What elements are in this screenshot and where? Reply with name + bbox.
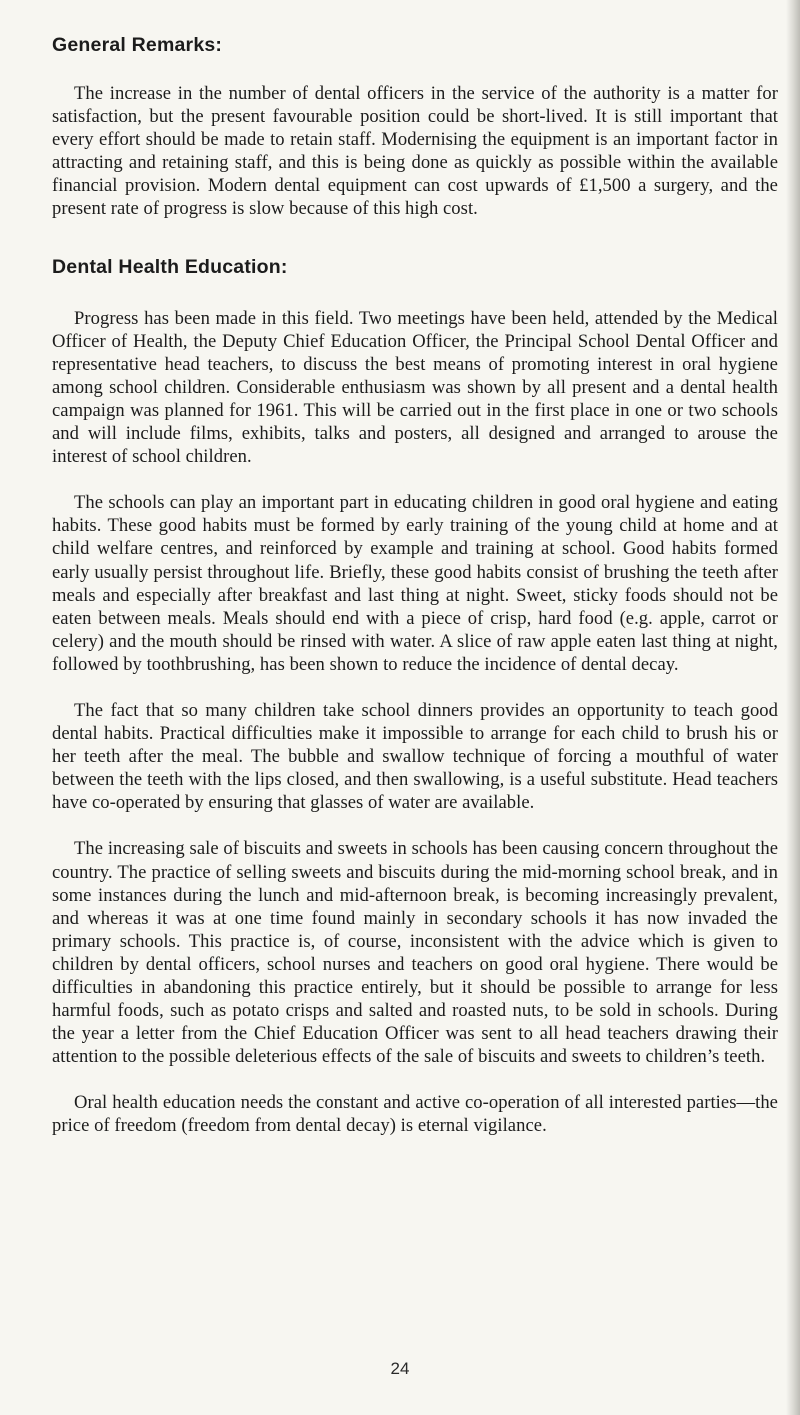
paragraph-schools-role: The schools can play an important part in educating children in good oral hygiene and eating habits. These good habits must be formed by early training of the young child at home and at child welfare centres, and reinforced by example and training at school. Good habits formed early usually persist throughout life. Briefly, these good habits consist of brushing the teeth after meals and especially after breakfast and last thing at night. Sweet, sticky foods should not be eaten between meals. Meals should end with a piece of crisp, hard food (e.g. apple, carrot or celery) and the mouth should be rinsed with water. A slice of raw apple eaten last thing at night, followed by toothbrushing, has been shown to reduce the incidence of dental decay. [52,492,778,675]
section-heading-general-remarks: General Remarks: [52,34,223,56]
paragraph-oral-health: Oral health education needs the constant and active co-operation of all interested parties—the price of freedom (freedom from dental decay) is eternal vigilance. [52,1092,778,1137]
page-number: 24 [390,1359,410,1378]
paragraph-biscuits-sweets: The increasing sale of biscuits and sweets in schools has been causing concern throughout the country. The practice of selling sweets and biscuits during the mid-morning school break, and in some instances during the lunch and mid-afternoon break, is becoming increasingly prevalent, and whereas it was at one time found mainly in secondary schools it has now invaded the primary schools. This practice is, of course, inconsistent with the advice which is given to children by dental officers, school nurses and teachers on good oral hygiene. There would be difficulties in abandoning this practice entirely, but it should be possible to arrange for less harmful foods, such as potato crisps and salted and roasted nuts, to be sold in schools. During the year a letter from the Chief Education Officer was sent to all head teachers drawing their attention to the possible deleterious effects of the sale of biscuits and sweets to children’s teeth. [52,838,778,1068]
section-heading-dental-health-education: Dental Health Education: [52,255,288,278]
page-content [52,30,778,1138]
paragraph-general-remarks: The increase in the number of dental officers in the service of the authority is a matter for satisfaction, but the present favourable position could be short-lived. It is still important that every effort should be made to retain staff. Modernising the equipment is an important factor in attracting and retaining staff, and this is being done as quickly as possible within the available financial provision. Modern dental equipment can cost upwards of £1,500 a surgery, and the present rate of progress is slow because of this high cost. [52,83,778,220]
page-edge-shadow [786,0,800,1415]
paragraph-progress: Progress has been made in this field. Two meetings have been held, attended by the Medical Officer of Health, the Deputy Chief Education Officer, the Principal School Dental Officer and representative head teachers, to discuss the best means of promoting interest in oral hygiene among school children. Considerable enthusiasm was shown by all present and a dental health campaign was planned for 1961. This will be carried out in the first place in one or two schools and will include films, exhibits, talks and posters, all designed and arranged to arouse the interest of school children. [52,307,778,468]
paragraph-school-dinners: The fact that so many children take school dinners provides an opportunity to teach good dental habits. Practical difficulties make it impossible to arrange for each child to brush his or her teeth after the meal. The bubble and swallow technique of forcing a mouthful of water between the teeth with the lips closed, and then swallowing, is a useful substitute. Head teachers have co-operated by ensuring that glasses of water are available. [52,699,778,814]
